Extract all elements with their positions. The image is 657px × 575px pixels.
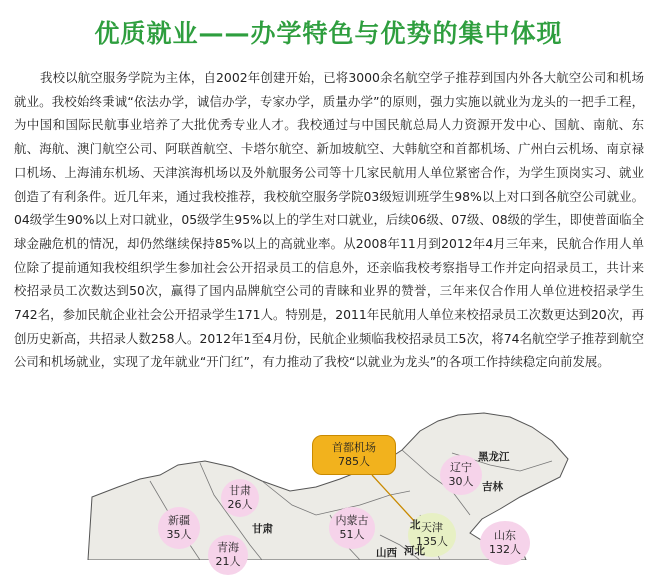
bubble-name: 天津: [421, 521, 443, 534]
callout-name: 首都机场: [332, 441, 376, 454]
callout-count: 785人: [338, 455, 370, 468]
label-heilongjiang: 黑龙江: [478, 451, 510, 463]
bubble-name: 辽宁: [450, 461, 472, 474]
label-bei: 北: [410, 519, 421, 531]
label-hebei: 河北: [404, 545, 425, 557]
bubble-count: 135人: [416, 535, 448, 548]
bubble-name: 内蒙古: [335, 514, 369, 527]
page-title: 优质就业——办学特色与优势的集中体现: [94, 19, 563, 48]
bubble-count: 21人: [215, 555, 241, 568]
bubble-gansu: [221, 479, 259, 517]
bubble-neimenggu: [329, 507, 375, 549]
map-outline: [0, 395, 657, 560]
bubble-name: 青海: [217, 541, 239, 554]
label-jilin: 吉林: [482, 481, 503, 493]
bubble-count: 26人: [227, 498, 253, 511]
bubble-name: 新疆: [168, 514, 190, 527]
bubble-name: 甘肃: [229, 484, 251, 497]
bubble-liaoning: [440, 455, 482, 495]
body-paragraph: 我校以航空服务学院为主体，自2002年创建开始，已将3000余名航空学子推荐到国内外各大航空公司和机场就业。我校始终秉诚“依法办学，诚信办学，专家办学，质量办学”的原则，强力实施以就业为龙头的一把手工程，为中国和国际民航事业培养了大批优秀专业人才。我校通过与中国民航总局人力资源开发中心、国航、南航、东航、海航、澳门航空公司、阿联酋航空、卡塔尔航空、新加坡航空、大韩航空和首都机场、广州白云机场、南京禄口机场、上海浦东机场、天津滨海机场以及外航服务公司等十几家民航用人单位紧密合作，为学生顶岗实习、就业创造了有利条件。近几年来，通过我校推荐，我校航空服务学院03级短训班学生98%以上对口到各航空公司就业。04级学生90%以上对口就业，05级学生95%以上的学生对口就业，后续06级、07级、08级的学生，即使普面临全球金融危机的情况，却仍然继续保持85%以上的高就业率。从2008年11月到2012年4月三年来，民航合作用人单位除了提前通知我校组织学生参加社会公开招录员工的信息外，还亲临我校考察指导工作并定向招录员工，共计来校招录员工次数达到50次，赢得了国内品牌航空公司的青睐和业界的赞誉，三年来仅合作用人单位进校招录学生742名，参加民航企业社会公开招录学生171人。特别是，2011年民航用人单位来校招录员工次数更达到20次，再创历史新高，共招录人数258人。2012年1至4月份，民航企业频临我校招录员工5次，将74名航空学子推荐到航空公司和机场就业，实现了龙年就业“开门红”，有力推动了我校“以就业为龙头”的各项工作持续稳定向前发展。: [14, 70, 644, 370]
label-gansu-region: 甘肃: [252, 523, 273, 535]
label-shanxi: 山西: [376, 547, 397, 559]
bubble-shandong: [480, 521, 530, 565]
bubble-count: 35人: [166, 528, 192, 541]
bubble-count: 132人: [489, 543, 521, 556]
bubble-name: 山东: [494, 529, 516, 542]
bubble-count: 51人: [339, 528, 365, 541]
capital-airport-callout: [312, 435, 396, 475]
bubble-xinjiang: [158, 507, 200, 549]
china-map: [0, 395, 657, 568]
bubble-count: 30人: [448, 475, 474, 488]
bubble-qinghai: [208, 535, 248, 575]
